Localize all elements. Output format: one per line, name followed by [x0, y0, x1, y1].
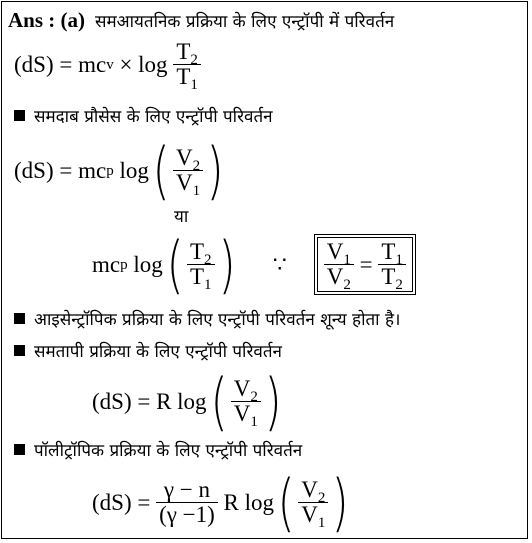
- left-paren: (: [277, 466, 295, 539]
- box-l-den-sub: 2: [343, 277, 351, 293]
- eq5-den-sub: 1: [317, 515, 326, 531]
- because-symbol: ∵: [272, 251, 287, 277]
- eq2-log: log: [113, 157, 149, 183]
- answer-heading-text: समआयतनिक प्रक्रिया के लिए एन्ट्रॉपी में परिवर्तन: [95, 12, 395, 32]
- eq5-num: V: [301, 476, 318, 502]
- box-l-num: V: [326, 238, 344, 264]
- eq2-num-sub: 2: [192, 157, 201, 174]
- eq5-coeff-den: (γ −1): [156, 502, 218, 527]
- eq5-den: V: [301, 502, 318, 527]
- eq1-den-sub: 1: [190, 77, 198, 94]
- answer-heading: [8, 8, 394, 33]
- equation-isobaric: (dS) = mc p log ( $\frac{V_2}{V_1}$ ): [14, 134, 224, 207]
- eq3-den: T: [189, 264, 205, 289]
- box-r-num-sub: 1: [395, 251, 403, 268]
- eq3-num: T: [189, 238, 205, 264]
- eq3-log: log: [127, 251, 163, 277]
- bullet-isentropic: [14, 307, 400, 330]
- bullet-square-icon: [14, 345, 25, 356]
- isobaric-text: समदाब प्रौसेस के लिए एन्ट्रॉपी परिवर्तन: [34, 107, 273, 127]
- box-equals: =: [353, 251, 379, 277]
- box-r-num: T: [381, 238, 396, 264]
- equation-isothermal: [92, 365, 285, 438]
- bullet-square-icon: [14, 110, 25, 121]
- equation-isochoric: (dS) = mc v × log $\frac{T_2}{T_1}$: [14, 40, 201, 89]
- eq4-lhs: (dS) = R log: [92, 388, 207, 414]
- isentropic-text: आइसेन्ट्रॉपिक प्रक्रिया के लिए एन्ट्रॉपी परिवर्तन शून्य होता है।: [34, 310, 401, 330]
- eq2-den: V: [176, 170, 193, 195]
- or-text: या: [174, 207, 189, 227]
- eq2-fraction: [173, 144, 203, 199]
- left-paren: (: [210, 365, 228, 438]
- eq2-den-sub: 1: [192, 183, 201, 199]
- eq5-mid: R log: [217, 489, 275, 515]
- right-paren: ): [264, 365, 282, 438]
- eq5-num-sub: 2: [317, 489, 326, 506]
- bullet-square-icon: [14, 444, 25, 455]
- right-paren: ): [218, 228, 236, 301]
- eq1-lhs: (dS) = mc: [14, 51, 107, 77]
- left-paren: (: [166, 228, 184, 301]
- eq2-lhs: (dS) = mc: [14, 157, 107, 183]
- eq4-den-sub: 1: [250, 414, 258, 430]
- polytropic-text: पॉलीट्रॉपिक प्रक्रिया के लिए एन्ट्रॉपी परिवर्तन: [34, 441, 303, 461]
- box-r-den: T: [381, 264, 396, 289]
- eq4-num-sub: 2: [250, 388, 258, 405]
- eq3-num-sub: 2: [204, 251, 212, 268]
- bullet-isobaric: [14, 104, 273, 127]
- eq5-coeff-fraction: [156, 478, 218, 527]
- left-paren: (: [152, 134, 170, 207]
- eq1-rest: × log: [113, 51, 174, 77]
- eq5-lhs: (dS) =: [92, 489, 157, 515]
- eq4-num: V: [233, 375, 251, 401]
- eq1-fraction: [173, 39, 201, 94]
- right-paren: ): [331, 466, 349, 539]
- answer-label: Ans : (a): [8, 8, 85, 32]
- eq1-num-sub: 2: [190, 52, 198, 68]
- eq4-den: V: [233, 401, 251, 426]
- bullet-polytropic: [14, 438, 302, 461]
- eq1-num: T: [176, 39, 191, 64]
- box-right-fraction: [378, 238, 406, 293]
- box-l-den: V: [326, 264, 344, 289]
- isothermal-text: समतापी प्रक्रिया के लिए एन्ट्रॉपी परिवर्तन: [34, 342, 282, 362]
- eq5-coeff-num: γ − n: [163, 476, 211, 502]
- eq1-den: T: [176, 64, 191, 90]
- ratio-box: [317, 237, 413, 292]
- box-r-den-sub: 2: [395, 277, 403, 293]
- eq2-num: V: [176, 144, 193, 170]
- bullet-isothermal: [14, 339, 282, 362]
- box-left-fraction: [324, 238, 354, 293]
- bullet-square-icon: [14, 313, 25, 324]
- eq5-fraction: [298, 476, 328, 531]
- eq4-fraction: [231, 375, 261, 430]
- eq3-den-sub: 1: [204, 277, 212, 293]
- eq3-fraction: [187, 238, 215, 293]
- equation-polytropic: [92, 466, 353, 539]
- eq3-lhs: mc: [92, 251, 121, 277]
- box-l-num-sub: 1: [343, 251, 351, 268]
- right-paren: ): [206, 134, 224, 207]
- equation-isobaric-alt: mc p log ( $\frac{T_2}{T_1}$ ) ∵ $\frac{V_1}{V_2}$ = $\frac{T_1}{T_2}$: [92, 228, 413, 301]
